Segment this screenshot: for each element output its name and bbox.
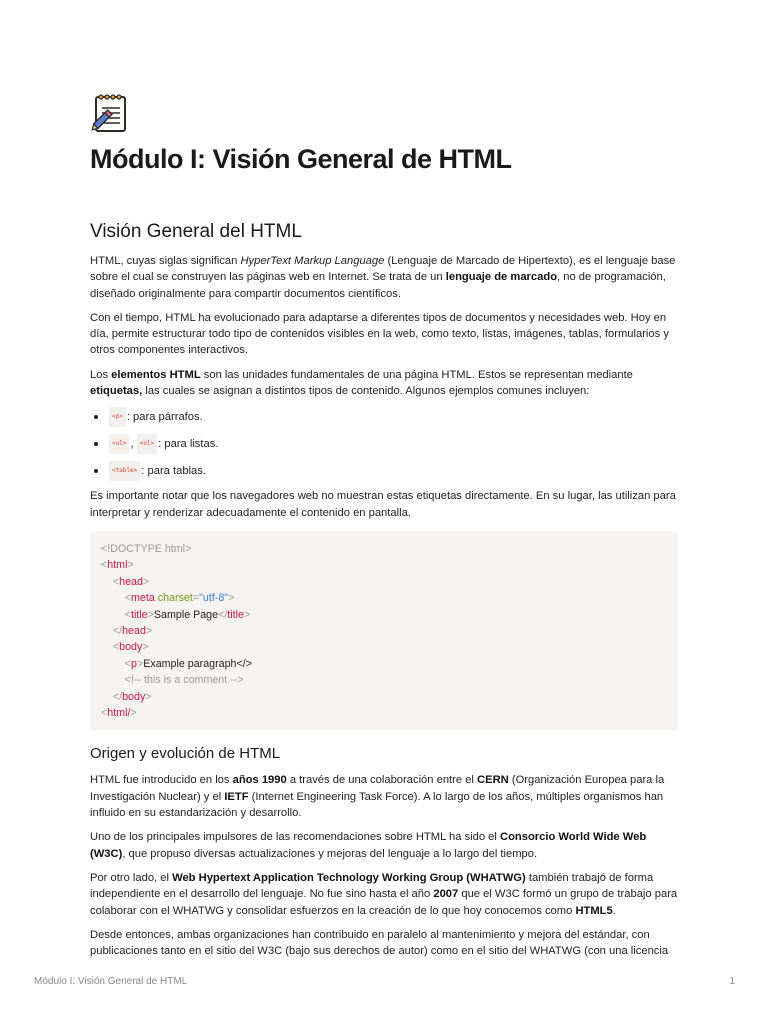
footer-title: Módulo I: Visión General de HTML: [34, 976, 188, 987]
code-line: <title>Sample Page</title>: [124, 608, 251, 621]
inline-code: <ul>: [109, 434, 129, 454]
code-line: <!DOCTYPE html>: [101, 542, 192, 555]
inline-code: <ol>: [137, 434, 157, 454]
section-heading-origin: Origen y evolución de HTML: [90, 745, 281, 763]
inline-code: <table>: [109, 461, 140, 481]
code-line: <body>: [112, 641, 149, 654]
list-item: <p> : para párrafos.: [94, 407, 678, 427]
section-heading-overview: Visión General del HTML: [90, 221, 302, 242]
paragraph: Desde entonces, ambas organizaciones han contribuido en paralelo al mantenimiento y mejora del estándar, con publicaciones tanto en el sitio del W3C (bajo sus derechos de autor) como en el sitio del WHATWG (con una licencia: [90, 928, 669, 958]
code-line: <!-- this is a comment -->: [124, 674, 244, 687]
inline-code: <p>: [109, 407, 126, 427]
bullet-icon: [94, 415, 98, 419]
paragraph: Con el tiempo, HTML ha evolucionado para adaptarse a diferentes tipos de documentos y necesidades web. Hoy en día, permite estructurar todo tipo de contenidos visibles en la web, como texto, listas, imágenes, tablas, formularios y otros componentes interactivos.: [90, 311, 669, 357]
code-line: </head>: [112, 625, 153, 637]
page-title: Módulo I: Visión General de HTML: [90, 144, 512, 174]
code-line: <p>Example paragraph</>: [124, 657, 252, 670]
code-line: <meta charset="utf-8">: [124, 592, 235, 605]
bullet-icon: [94, 442, 98, 446]
notepad-pencil-icon: [90, 92, 130, 134]
list-item: <ul> , <ol> : para listas.: [94, 434, 678, 454]
paragraph: HTML, cuyas siglas significan HyperText Markup Language (Lenguaje de Marcado de Hipertexto), es el lenguaje base sobre el cual se construyen las páginas web en Internet. Se trata de un lenguaje de marcado, no de programación, diseñado originalmente para compartir documentos científicos.: [90, 255, 676, 300]
paragraph: Uno de los principales impulsores de las recomendaciones sobre HTML ha sido el Consorcio World Wide Web (W3C), que propuso diversas actualizaciones y mejoras del lenguaje a lo largo del tiempo.: [90, 831, 647, 860]
code-line: <html/>: [101, 707, 137, 720]
bullet-icon: [94, 469, 98, 473]
code-block: [90, 531, 678, 730]
paragraph: Por otro lado, el Web Hypertext Application Technology Working Group (WHATWG) también trabajó de forma independiente en el desarrollo del lenguaje. No fue sino hasta el año 2007 que el W3C formó un grupo de trabajo para colaborar con el WHATWG y consolidar esfuerzos en la creación de lo que hoy conocemos como HTML5.: [90, 871, 678, 917]
code-line: </body>: [112, 690, 152, 703]
paragraph: Los elementos HTML son las unidades fundamentales de una página HTML. Estos se representan mediante etiquetas, las cuales se asignan a distintos tipos de contenido. Algunos ejemplos comunes incluyen:: [90, 368, 633, 398]
code-line: <head>: [112, 575, 150, 588]
page-number: 1: [729, 976, 735, 987]
list-item: <table> : para tablas.: [94, 461, 678, 481]
document-page: [90, 92, 678, 967]
code-line: <html>: [101, 559, 134, 572]
tag-examples-list: [94, 407, 678, 481]
paragraph: Es importante notar que los navegadores web no muestran estas etiquetas directamente. En su lugar, las utilizan para interpretar y renderizar adecuadamente el contenido en pantalla.: [90, 490, 676, 519]
paragraph: HTML fue introducido en los años 1990 a través de una colaboración entre el CERN (Organización Europea para la Investigación Nuclear) y el IETF (Internet Engineering Task Force). A lo largo de los años, múltiples organismos han influido en su estandarización y desarrollo.: [90, 774, 665, 820]
